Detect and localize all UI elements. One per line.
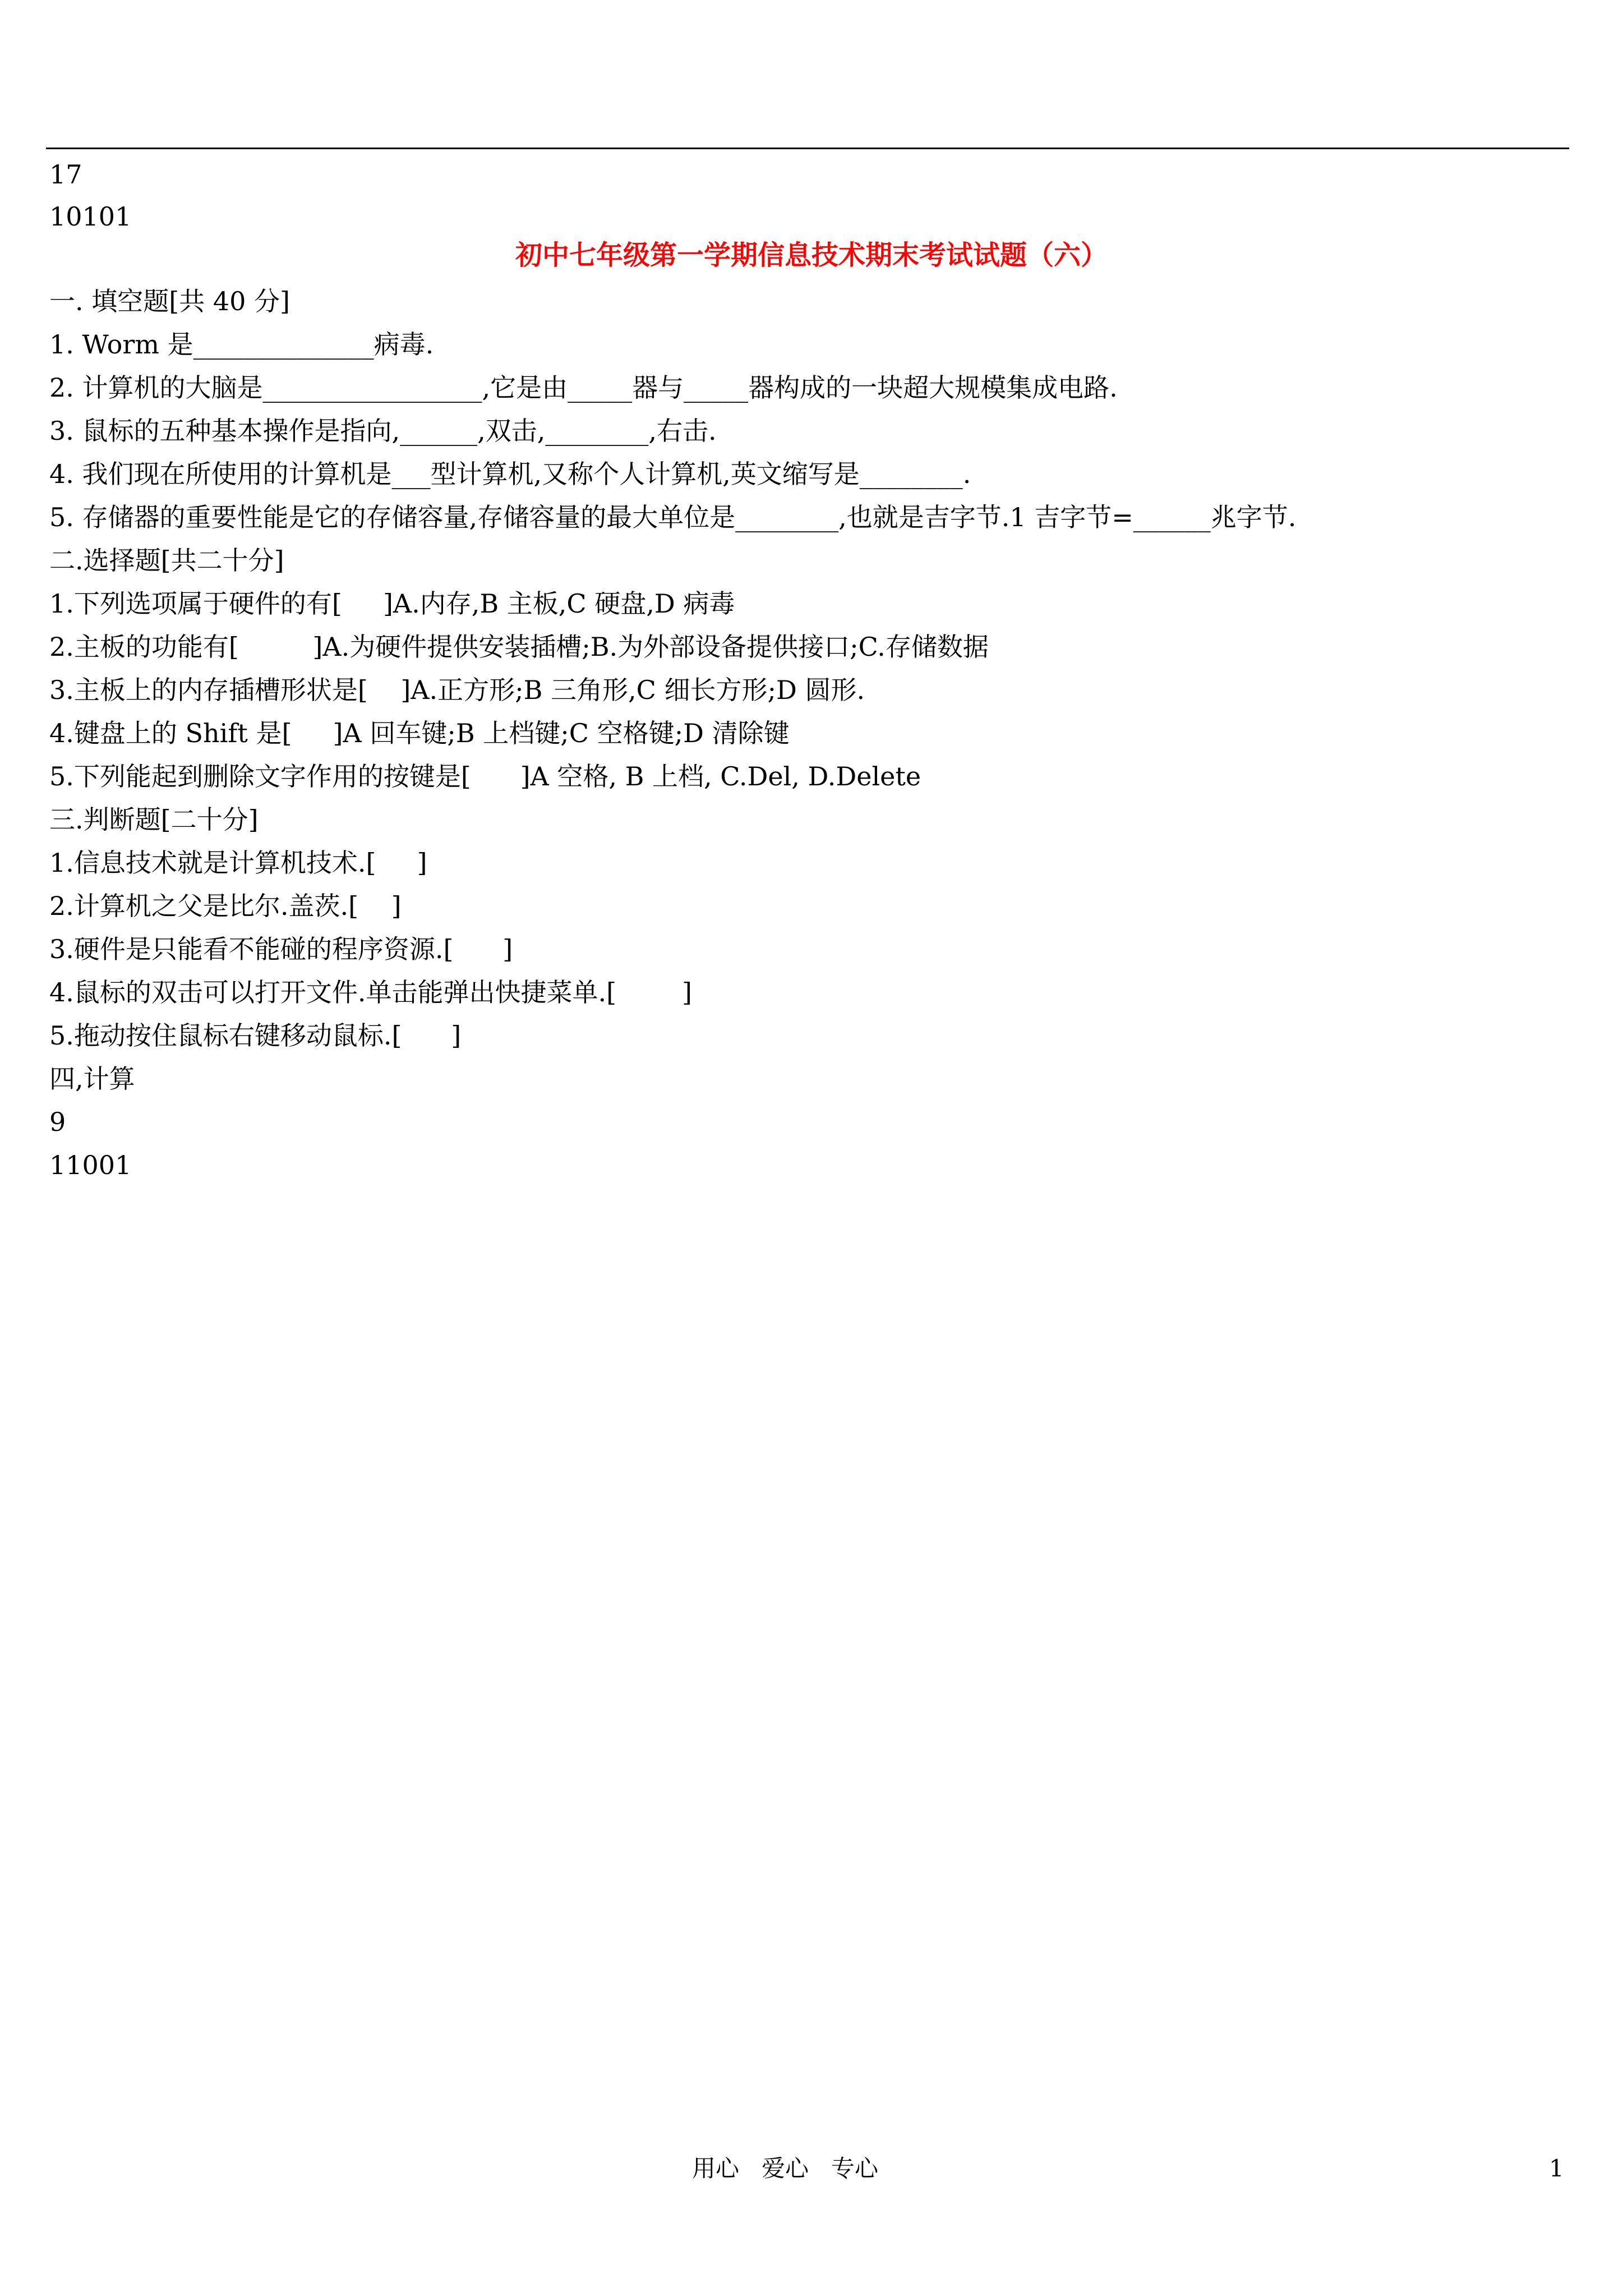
- fill-question-2: 2. 计算机的大脑是_________________,它是由_____器与_____器构成的一块超大规模集成电路.: [49, 372, 1118, 403]
- judge-question-2: 2.计算机之父是比尔.盖茨.[ ]: [49, 891, 402, 921]
- page-title: 初中七年级第一学期信息技术期末考试试题（六）: [515, 240, 1108, 271]
- fill-question-5: 5. 存储器的重要性能是它的存储容量,存储容量的最大单位是________,也就是吉字节.1 吉字节=______兆字节.: [49, 502, 1297, 532]
- judge-question-1: 1.信息技术就是计算机技术.[ ]: [49, 848, 427, 878]
- fill-question-1: 1. Worm 是______________病毒.: [49, 329, 434, 360]
- section3-heading: 三.判断题[二十分]: [49, 804, 259, 835]
- choice-question-2: 2.主板的功能有[ ]A.为硬件提供安装插槽;B.为外部设备提供接口;C.存储数据: [49, 632, 989, 662]
- calc-binary-value: 11001: [49, 1150, 132, 1180]
- choice-question-4: 4.键盘上的 Shift 是[ ]A 回车键;B 上档键;C 空格键;D 清除键: [49, 718, 790, 748]
- top-number: 17: [49, 159, 82, 190]
- binary-value: 10101: [49, 201, 132, 232]
- judge-question-5: 5.拖动按住鼠标右键移动鼠标.[ ]: [49, 1020, 462, 1051]
- choice-question-3: 3.主板上的内存插槽形状是[ ]A.正方形;B 三角形,C 细长方形;D 圆形.: [49, 675, 865, 705]
- section4-heading: 四,计算: [49, 1064, 135, 1094]
- judge-question-3: 3.硬件是只能看不能碰的程序资源.[ ]: [49, 934, 513, 964]
- footer-motto: 用心 爱心 专心: [691, 2155, 879, 2182]
- section2-heading: 二.选择题[共二十分]: [49, 545, 284, 576]
- judge-question-4: 4.鼠标的双击可以打开文件.单击能弹出快捷菜单.[ ]: [49, 977, 693, 1007]
- choice-question-5: 5.下列能起到删除文字作用的按键是[ ]A 空格, B 上档, C.Del, D.Delete: [49, 761, 921, 792]
- header-rule: [46, 148, 1569, 149]
- choice-question-1: 1.下列选项属于硬件的有[ ]A.内存,B 主板,C 硬盘,D 病毒: [49, 588, 735, 619]
- calc-decimal-value: 9: [49, 1107, 66, 1137]
- page-number: 1: [1549, 2155, 1564, 2182]
- fill-question-3: 3. 鼠标的五种基本操作是指向,______,双击,________,右击.: [49, 416, 717, 446]
- section1-heading: 一. 填空题[共 40 分]: [49, 286, 290, 316]
- fill-question-4: 4. 我们现在所使用的计算机是___型计算机,又称个人计算机,英文缩写是________.: [49, 459, 971, 489]
